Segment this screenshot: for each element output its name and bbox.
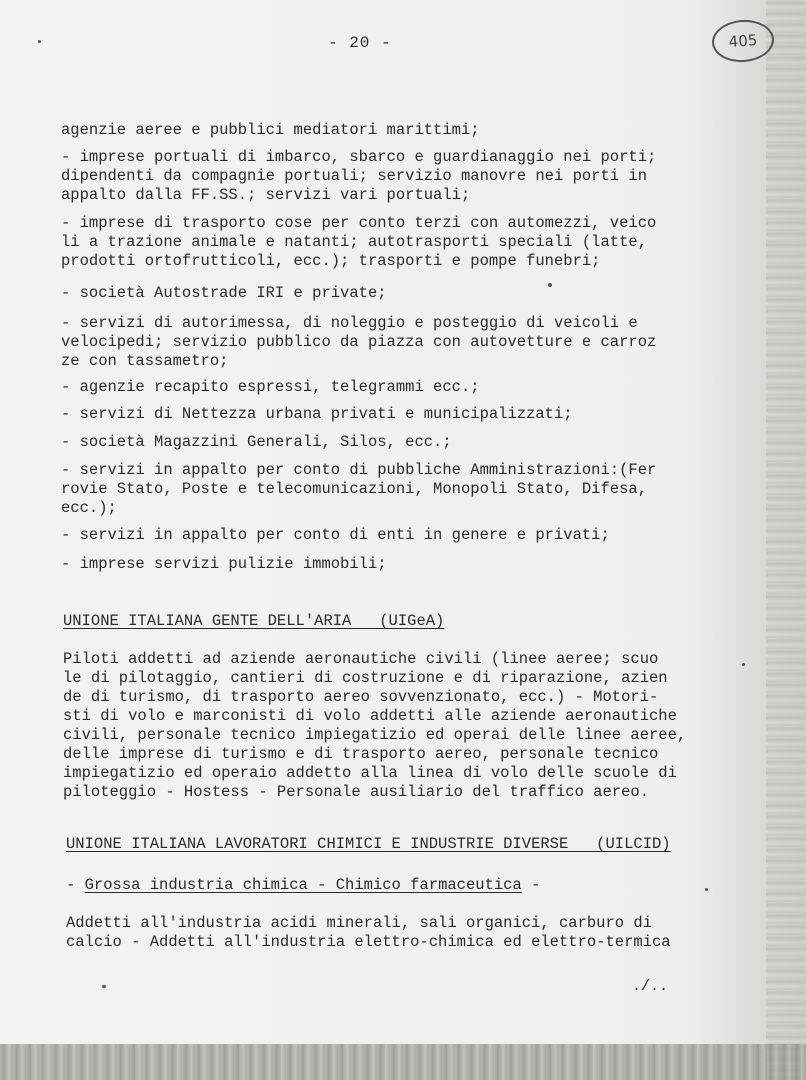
text-line: appalto dalla FF.SS.; servizi vari portuali; [61,186,471,204]
text-line: Addetti all'industria acidi minerali, sali organici, carburo di [66,914,652,932]
subheading-suffix: - [521,876,541,894]
text-line: dipendenti da compagnie portuali; servizio manovre nei porti in [61,167,647,185]
subheading-prefix: - [66,876,85,894]
text-line: piloteggio - Hostess - Personale ausiliario del traffico aereo. [63,783,649,801]
text-line: de di turismo, di trasporto aereo sovvenzionato, ecc.) - Motori- [63,688,659,706]
text-line: - imprese di trasporto cose per conto terzi con automezzi, veico [61,214,657,232]
subheading-title: Grossa industria chimica - Chimico farmaceutica [84,876,522,894]
text-line: Piloti addetti ad aziende aeronautiche civili (linee aeree; scuo [63,650,659,668]
archive-stamp: 405 [711,18,776,64]
section-heading-uigea: UNIONE ITALIANA GENTE DELL'ARIA (UIGeA) [63,612,445,630]
text-line: sti di volo e marconisti di volo addetti alle aziende aeronautiche [63,707,677,725]
scan-speck [548,283,552,287]
text-line: ecc.); [61,499,117,517]
subheading [66,876,540,895]
text-line: ze con tassametro; [61,352,229,370]
text-line: - servizi in appalto per conto di enti in genere e privati; [61,526,610,544]
text-line: - agenzie recapito espressi, telegrammi ecc.; [61,378,480,396]
text-line: delle imprese di turismo e di trasporto aereo, personale tecnico [63,745,659,763]
text-line: velocipedi; servizio pubblico da piazza con autovetture e carroz [61,333,657,351]
scan-speck [742,663,745,666]
scan-speck [38,40,41,43]
text-line: - imprese servizi pulizie immobili; [61,555,387,573]
text-line: agenzie aeree e pubblici mediatori marittimi; [61,121,480,139]
text-line: - società Magazzini Generali, Silos, ecc.; [61,433,452,451]
text-line: prodotti ortofrutticoli, ecc.); trasporti e pompe funebri; [61,252,601,270]
text-line: - imprese portuali di imbarco, sbarco e guardianaggio nei porti; [61,148,657,166]
text-line: - servizi in appalto per conto di pubbliche Amministrazioni:(Fer [61,461,657,479]
text-line: - servizi di autorimessa, di noleggio e posteggio di veicoli e [61,314,638,332]
text-line: le di pilotaggio, cantieri di costruzione e di riparazione, azien [63,669,668,687]
text-line: - società Autostrade IRI e private; [61,284,387,302]
text-line: li a trazione animale e natanti; autotrasporti speciali (latte, [61,233,647,251]
page-number: - 20 - [328,34,392,52]
scan-speck [102,985,106,988]
text-line: rovie Stato, Poste e telecomunicazioni, Monopoli Stato, Difesa, [61,480,647,498]
scan-edge-right [766,0,806,1080]
text-line: - servizi di Nettezza urbana privati e municipalizzati; [61,405,573,423]
continued-mark: ./.. [632,978,669,995]
section-heading-uilcid: UNIONE ITALIANA LAVORATORI CHIMICI E INDUSTRIE DIVERSE (UILCID) [66,835,671,853]
scan-edge-bottom [0,1044,806,1080]
text-line: civili, personale tecnico impiegatizio ed operai delle linee aeree, [63,726,687,744]
scan-speck [705,888,708,891]
text-line: calcio - Addetti all'industria elettro-chimica ed elettro-termica [66,933,671,951]
text-line: impiegatizio ed operaio addetto alla linea di volo delle scuole di [63,764,677,782]
